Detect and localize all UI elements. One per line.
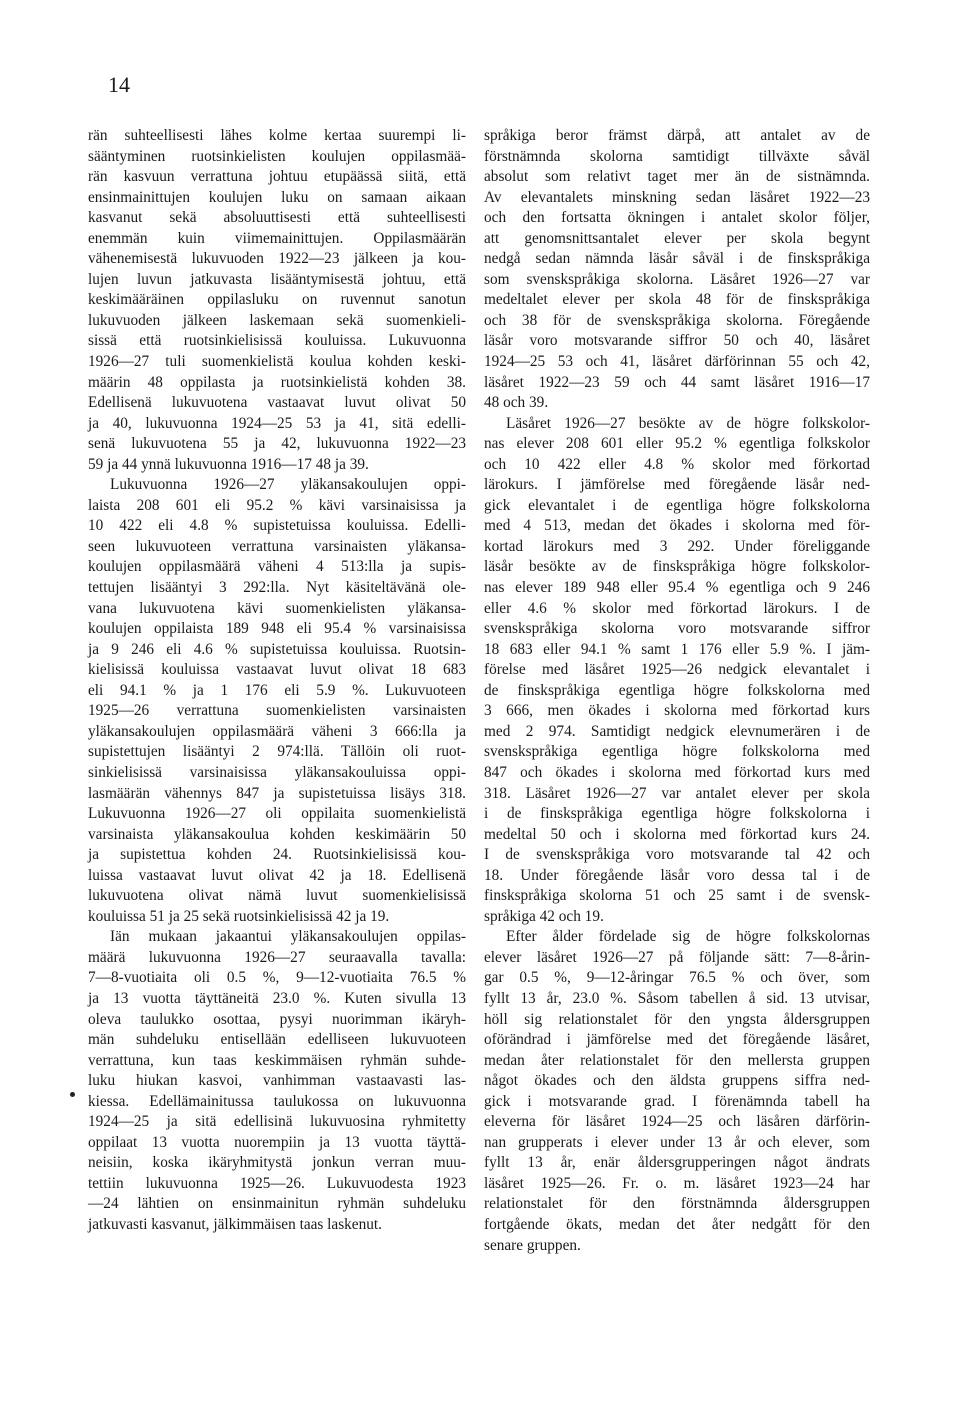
text-line: määrä lukuvuonna 1926—27 seuraavalla tavalla: <box>88 948 466 966</box>
text-line: ja 9 246 eli 4.6 % supistetuissa kouluissa. Ruotsin- <box>88 640 466 658</box>
text-line: Av elevantalets minskning sedan läsåret 1922—23 <box>484 188 870 206</box>
text-line: eli 94.1 % ja 1 176 eli 5.9 %. Lukuvuoteen <box>88 681 466 699</box>
text-line: vähenemisestä lukuvuoden 1922—23 jälkeen ja kou- <box>88 250 466 268</box>
text-line: medeltal 50 och i skolorna med förkortad kurs 24. <box>484 825 870 843</box>
text-line: Läsåret 1926—27 besökte av de högre folkskolor- <box>506 414 870 432</box>
text-line: gick elevantalet i de egentliga högre folkskolorna <box>484 496 870 514</box>
text-line: oförändrad i jämförelse med det föregående läsåret, <box>484 1031 870 1049</box>
text-line: tettujen lisääntyi 3 292:lla. Nyt käsiteltävänä ole- <box>88 579 466 597</box>
text-line: kielisissä kouluissa vastaavat luvut olivat 18 683 <box>88 661 466 679</box>
text-line: finskspråkiga skolorna 51 och 25 samt i de svensk- <box>484 887 870 905</box>
text-line: eller 4.6 % skolor med förkortad lärokurs. I de <box>484 599 870 617</box>
text-line: laista 208 601 eli 95.2 % kävi varsinaisissa ja <box>88 496 466 514</box>
text-line: elever läsåret 1926—27 på följande sätt: 7—8-årin- <box>484 948 870 966</box>
text-line: förstnämnda skolorna samtidigt tillväxte såväl <box>484 147 870 165</box>
text-line: fortgående ökats, medan det åter nedgått för den <box>484 1215 870 1233</box>
text-line: yläkansakoulujen oppilasmäärä väheni 3 666:lla ja <box>88 722 466 740</box>
text-line: koulujen oppilasmäärä väheni 4 513:lla ja supis- <box>88 558 466 576</box>
text-line: språkiga beror främst därpå, att antalet av de <box>484 127 870 144</box>
text-line: koulujen oppilaista 189 948 eli 95.4 % varsinaisissa <box>88 620 466 638</box>
text-line: svenskspråkiga egentliga högre folkskolorna med <box>484 743 870 761</box>
text-line: nas elever 189 948 eller 95.4 % egentliga och 9 246 <box>484 579 870 597</box>
text-line: enemmän kuin viimemainittujen. Oppilasmäärän <box>88 229 466 247</box>
text-line: 1924—25 ja sitä edellisinä lukuvuosina ryhmitetty <box>88 1113 466 1131</box>
text-line: rän suhteellisesti lähes kolme kertaa suurempi li- <box>88 127 466 144</box>
text-line: absolut som relativt taget mer än de sistnämnda. <box>484 168 870 186</box>
text-line: nedgå sedan nämnda läsår såväl i de finskspråkiga <box>484 250 870 268</box>
margin-dot <box>70 1092 75 1097</box>
text-line: 18. Under föregående läsår voro dessa tal i de <box>484 866 870 884</box>
text-line: lärokurs. I jämförelse med föregående läsår ned- <box>484 476 870 494</box>
text-line: svenskspråkiga skolorna voro motsvarande siffror <box>484 620 870 638</box>
text-line: fyllt 13 år, 23.0 %. Såsom tabellen å sid. 13 utvisar, <box>484 989 870 1007</box>
text-line: förelse med läsåret 1925—26 nedgick elevantalet i <box>484 661 870 679</box>
text-line: supistettujen lisääntyi 2 974:llä. Tällöin oli ruot- <box>88 743 466 761</box>
text-line: senare gruppen. <box>484 1236 581 1254</box>
text-line: i de finskspråkiga egentliga högre folkskolorna i <box>484 805 870 823</box>
text-line: läsåret 1922—23 59 och 44 samt läsåret 1916—17 <box>484 373 870 391</box>
text-line: 10 422 eli 4.8 % supistetuissa kouluissa. Edelli- <box>88 517 466 535</box>
text-line: som svenskspråkiga skolorna. Läsåret 1926—27 var <box>484 270 870 288</box>
text-line: senä lukuvuotena 55 ja 42, lukuvuonna 1922—23 <box>88 435 466 453</box>
text-line: 318. Läsåret 1926—27 var antalet elever per skola <box>484 784 870 802</box>
text-line: Lukuvuonna 1926—27 yläkansakoulujen oppi- <box>110 476 466 494</box>
text-line: vana lukuvuotena kävi suomenkielisten yläkansa- <box>88 599 466 617</box>
text-line: att genomsnittsantalet elever per skola begynt <box>484 229 870 247</box>
text-line: 1926—27 tuli suomenkielistä koulua kohden keski- <box>88 353 466 371</box>
text-line: gar 0.5 %, 9—12-åringar 76.5 % och över, som <box>484 969 870 987</box>
text-line: nas elever 208 601 eller 95.2 % egentliga folkskolor <box>484 435 870 453</box>
text-line: läsår besökte av de finskspråkiga högre folkskolor- <box>484 558 870 576</box>
text-line: nan grupperats i elever under 13 år och elever, som <box>484 1133 870 1151</box>
text-line: och den fortsatta ökningen i antalet skolor följer, <box>484 209 870 227</box>
text-line: määrin 48 oppilasta ja ruotsinkielistä kohden 38. <box>88 373 466 391</box>
text-line: medeltalet elever per skola 48 för de finskspråkiga <box>484 291 870 309</box>
text-line: relationstalet för den förstnämnda åldersgruppen <box>484 1195 870 1213</box>
page-number: 14 <box>108 72 130 97</box>
text-line: lukuvuoden jälkeen laskemaan sekä suomenkieli- <box>88 311 466 329</box>
text-line: kiessa. Edellämainitussa taulukossa on lukuvuonna <box>88 1092 466 1110</box>
text-line: 1924—25 53 och 41, läsåret därförinnan 55 och 42, <box>484 353 870 371</box>
text-line: 59 ja 44 ynnä lukuvuonna 1916—17 48 ja 39. <box>88 455 369 473</box>
text-line: lasmäärän vähennys 847 ja supistetuissa lisäys 318. <box>88 784 466 802</box>
text-line: med 4 513, medan det ökades i skolorna med för- <box>484 517 870 535</box>
text-line: män suhdeluku entisellään edelliseen lukuvuoteen <box>88 1031 466 1049</box>
text-line: språkiga 42 och 19. <box>484 907 604 925</box>
text-line: varsinaista yläkansakoulua kohden keskimäärin 50 <box>88 825 466 843</box>
text-line: verrattuna, kun taas keskimmäisen ryhmän suhde- <box>88 1051 466 1069</box>
text-line: lukuvuotena olivat nämä luvut suomenkielisissä <box>88 887 466 905</box>
text-line: luissa vastaavat luvut olivat 42 ja 18. Edellisenä <box>88 866 466 884</box>
text-line: med 2 974. Samtidigt nedgick elevnumerären i de <box>484 722 870 740</box>
text-line: något ökades och den äldsta gruppens siffra ned- <box>484 1072 870 1090</box>
text-line: Lukuvuonna 1926—27 oli oppilaita suomenkielistä <box>88 805 466 823</box>
text-line: lujen luvun jatkuvasta lisääntymisestä johtuu, että <box>88 270 466 288</box>
left-column-finnish-text <box>88 126 466 1236</box>
text-line: tettiin lukuvuonna 1925—26. Lukuvuodesta 1923 <box>88 1174 466 1192</box>
text-line: kortad lärokurs med 3 292. Under föreliggande <box>484 537 870 555</box>
text-line: Iän mukaan jakaantui yläkansakoulujen oppilas- <box>110 928 466 946</box>
text-line: keskimääräinen oppilasluku on ruvennut sanotun <box>88 291 466 309</box>
text-line: 1925—26 verrattuna suomenkielisten varsinaisten <box>88 702 466 720</box>
text-line: rän kasvuun verrattuna johtuu etupäässä siitä, että <box>88 168 466 186</box>
text-line: luku hiukan kasvoi, vanhimman vastaavasti las- <box>88 1072 466 1090</box>
text-line: 3 666, men ökades i skolorna med förkortad kurs <box>484 702 870 720</box>
text-line: kasvanut sekä absoluuttisesti että suhteellisesti <box>88 209 466 227</box>
text-line: 18 683 eller 94.1 % samt 1 176 eller 5.9 %. I jäm- <box>484 640 870 658</box>
text-line: oppilaat 13 vuotta nuorempiin ja 13 vuotta täyttä- <box>88 1133 466 1151</box>
text-line: fyllt 13 år, enär åldersgrupperingen något ändrats <box>484 1154 870 1172</box>
text-line: 48 och 39. <box>484 394 549 412</box>
text-line: sääntyminen ruotsinkielisten koulujen oppilasmää- <box>88 147 466 165</box>
text-line: och 10 422 eller 4.8 % skolor med förkortad <box>484 455 870 473</box>
text-line: gick i motsvarande grad. I förenämnda tabell ha <box>484 1092 870 1110</box>
text-line: ja supistettua kohden 24. Ruotsinkielisissä kou- <box>88 846 466 864</box>
text-line: ja 13 vuotta täyttäneitä 23.0 %. Kuten sivulla 13 <box>88 989 466 1007</box>
text-line: ensinmainittujen koulujen luku on samaan aikaan <box>88 188 466 206</box>
text-line: —24 lähtien on ensinmainitun ryhmän suhdeluku <box>88 1195 466 1213</box>
text-line: Efter ålder fördelade sig de högre folkskolornas <box>506 928 870 946</box>
text-line: oleva taulukko osottaa, pysyi nuorimman ikäryh- <box>88 1010 466 1028</box>
text-line: jatkuvasti kasvanut, jälkimmäisen taas laskenut. <box>88 1215 382 1233</box>
text-line: Edellisenä lukuvuotena vastaavat luvut olivat 50 <box>88 394 466 412</box>
text-line: läsår voro motsvarande siffror 50 och 40, läsåret <box>484 332 870 350</box>
text-line: och 38 för de svenskspråkiga skolorna. Föregående <box>484 311 870 329</box>
text-line: kouluissa 51 ja 25 sekä ruotsinkielisissä 42 ja 19. <box>88 907 390 925</box>
text-line: läsåret 1925—26. Fr. o. m. läsåret 1923—24 har <box>484 1174 870 1192</box>
text-line: neisiin, koska ikäryhmitystä jonkun verran muu- <box>88 1154 466 1172</box>
text-line: höll sig relationstalet för den yngsta åldersgruppen <box>484 1010 870 1028</box>
text-line: 847 och ökades i skolorna med förkortad kurs med <box>484 763 870 781</box>
text-line: 7—8-vuotiaita oli 0.5 %, 9—12-vuotiaita 76.5 % <box>88 969 466 987</box>
text-line: seen lukuvuoteen verrattuna varsinaisten yläkansa- <box>88 537 466 555</box>
text-line: eleverna för läsåret 1924—25 och läsåren därförin- <box>484 1113 870 1131</box>
text-line: ja 40, lukuvuonna 1924—25 53 ja 41, sitä edelli- <box>88 414 466 432</box>
text-line: I de svenskspråkiga voro motsvarande tal 42 och <box>484 846 870 864</box>
text-line: medan åter relationstalet för den mellersta gruppen <box>484 1051 870 1069</box>
text-line: de finskspråkiga egentliga högre folkskolorna med <box>484 681 870 699</box>
text-line: sinkielisissä varsinaisissa yläkansakouluissa oppi- <box>88 763 466 781</box>
right-column-swedish-text <box>484 126 870 1256</box>
text-line: sissä että ruotsinkielisissä kouluissa. Lukuvuonna <box>88 332 466 350</box>
